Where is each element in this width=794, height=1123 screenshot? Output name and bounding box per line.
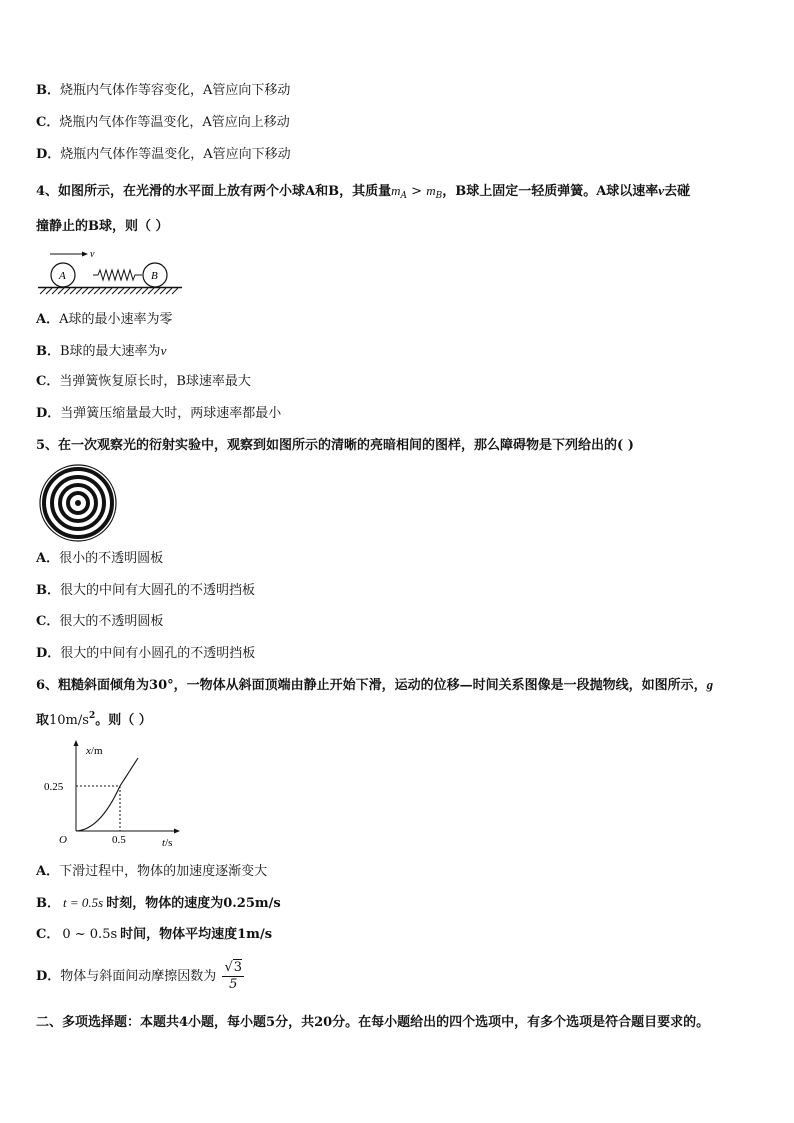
q4-option-b: B．B球的最大速率为v — [36, 343, 167, 359]
fraction: $\frac{√3}{5}$ — [224, 960, 243, 992]
velocity-label: v — [90, 249, 95, 260]
ground-hatching — [40, 288, 178, 294]
x-axis-label: t/s — [162, 837, 173, 849]
q4-stem-line2: 撞静止的B球，则（ ） — [36, 219, 169, 234]
section-2-heading: 二、多项选择题：本题共4小题，每小题5分，共20分。在每小题给出的四个选项中，有多个选项是符合题目要求的。 — [36, 1015, 710, 1030]
q6-option-d: D．物体与斜面间动摩擦因数为 $\frac{√3}{5}$ — [36, 960, 243, 992]
q6-option-a: A．下滑过程中，物体的加速度逐渐变大 — [36, 864, 268, 879]
q6-option-b: B． t = 0.5s 时刻，物体的速度为0.25m/s — [36, 895, 281, 911]
ball-a-label: A — [59, 270, 66, 282]
origin-label: O — [59, 834, 67, 846]
q6-stem-line1: 6、粗糙斜面倾角为30°，一物体从斜面顶端由静止开始下滑，运动的位移—时间关系图像是一段抛物线，如图所示，g — [36, 677, 714, 693]
y-tick-label: 0.25 — [44, 781, 64, 793]
q6-option-c: C． 0 ~ 0.5s 时间，物体平均速度1m/s — [36, 927, 273, 942]
spring — [93, 270, 142, 280]
x-tick-label: 0.5 — [112, 834, 126, 846]
y-axis-label: x/m — [86, 745, 103, 757]
q6-stem-line2: 取$10m/s^2$。则（ ） — [36, 711, 152, 728]
q5-option-d: D．很大的中间有小圆孔的不透明挡板 — [36, 646, 256, 661]
q4-option-c: C．当弹簧恢复原长时，B球速率最大 — [36, 374, 251, 389]
option-b-prev: B．烧瓶内气体作等容变化，A管应向下移动 — [36, 83, 291, 98]
diffraction-pattern-figure — [38, 463, 118, 543]
option-d-prev: D．烧瓶内气体作等温变化，A管应向下移动 — [36, 147, 291, 162]
q5-stem: 5、在一次观察光的衍射实验中，观察到如图所示的清晰的亮暗相间的图样，那么障碍物是下列给出的( ) — [36, 438, 634, 453]
parabola-curve — [76, 758, 138, 831]
q4-option-d: D．当弹簧压缩量最大时，两球速率都最小 — [36, 406, 282, 421]
q5-option-b: B．很大的中间有大圆孔的不透明挡板 — [36, 583, 256, 598]
q4-collision-figure — [36, 244, 186, 298]
q4-stem-line1: 4、如图所示，在光滑的水平面上放有两个小球A和B，其质量$m_A > m_B$，B球上固定一轻质弹簧。A球以速率v去碰 — [36, 183, 691, 201]
q5-option-c: C．很大的不透明圆板 — [36, 614, 164, 629]
q4-option-a: A．A球的最小速率为零 — [36, 312, 173, 327]
q5-option-a: A．很小的不透明圆板 — [36, 551, 164, 566]
ball-b-label: B — [151, 270, 158, 282]
option-c-prev: C．烧瓶内气体作等温变化，A管应向上移动 — [36, 115, 290, 130]
displacement-time-graph — [40, 738, 190, 853]
